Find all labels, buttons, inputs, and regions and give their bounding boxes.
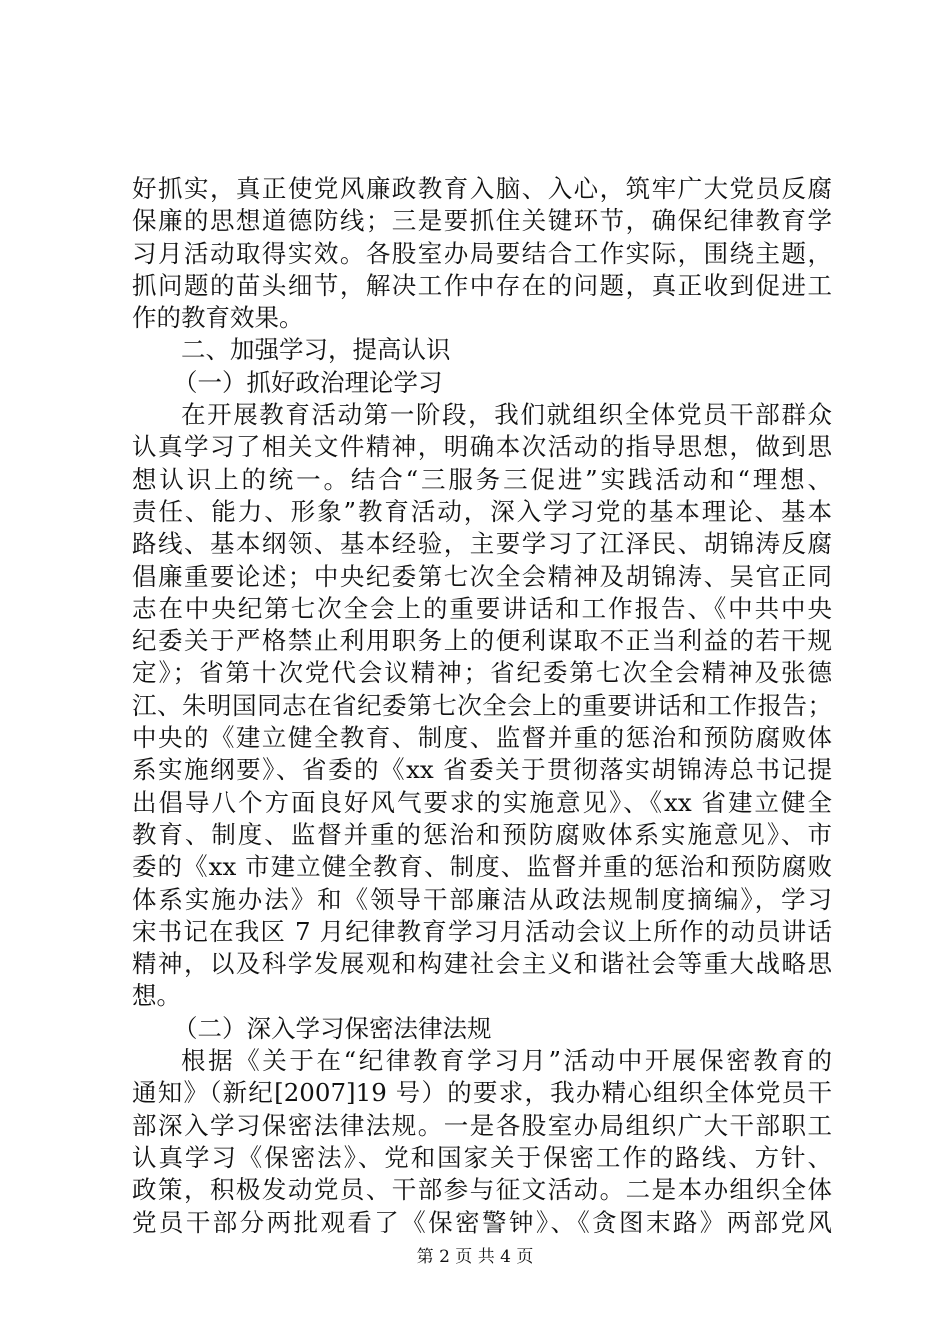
- text-line-11: 责任、能力、形象”教育活动，深入学习党的基本理论、基本: [132, 496, 832, 526]
- text-line-20: 出倡导八个方面良好风气要求的实施意见》、《xx 省建立健全: [132, 787, 832, 817]
- text-line-2: 保廉的思想道德防线；三是要抓住关键环节，确保纪律教育学: [132, 206, 832, 236]
- text-line-17: 江、朱明国同志在省纪委第七次全会上的重要讲话和工作报告；: [132, 690, 832, 720]
- text-line-8: 在开展教育活动第一阶段，我们就组织全体党员干部群众: [181, 400, 832, 430]
- subsection-heading-1: （一）抓好政治理论学习: [173, 367, 443, 397]
- page-number-label: 第 2 页 共 4 页: [416, 1247, 534, 1267]
- text-line-14: 志在中央纪第七次全会上的重要讲话和工作报告、《中共中央: [132, 593, 832, 623]
- text-line-1: 好抓实，真正使党风廉政教育入脑、入心，筑牢广大党员反腐: [132, 174, 832, 203]
- text-line-26: 想。: [132, 981, 181, 1011]
- subsection-heading-2: （二）深入学习保密法律法规: [173, 1013, 492, 1043]
- text-line-32: 政策，积极发动党员、干部参与征文活动。二是本办组织全体: [132, 1175, 832, 1205]
- text-line-5: 作的教育效果。: [132, 303, 304, 333]
- text-line-10: 想认识上的统一。结合“三服务三促进”实践活动和“理想、: [132, 464, 832, 494]
- text-line-13: 倡廉重要论述；中央纪委第七次全会精神及胡锦涛、吴官正同: [132, 561, 832, 591]
- text-line-9: 认真学习了相关文件精神，明确本次活动的指导思想，做到思: [132, 432, 832, 462]
- text-line-19: 系实施纲要》、省委的《xx 省委关于贯彻落实胡锦涛总书记提: [132, 755, 832, 785]
- text-line-31: 认真学习《保密法》、党和国家关于保密工作的路线、方针、: [132, 1142, 832, 1172]
- text-line-29: 通知》（新纪[2007]19 号）的要求，我办精心组织全体党员干: [132, 1078, 832, 1108]
- text-line-25: 精神，以及科学发展观和构建社会主义和谐社会等重大战略思: [132, 949, 832, 979]
- page-footer: [0, 1246, 950, 1268]
- text-line-21: 教育、制度、监督并重的惩治和预防腐败体系实施意见》、市: [132, 819, 832, 849]
- text-line-24: 宋书记在我区 7 月纪律教育学习月活动会议上所作的动员讲话: [132, 916, 832, 946]
- text-line-12: 路线、基本纲领、基本经验，主要学习了江泽民、胡锦涛反腐: [132, 529, 832, 559]
- text-line-15: 纪委关于严格禁止利用职务上的便利谋取不正当利益的若干规: [132, 626, 832, 656]
- text-line-16: 定》；省第十次党代会议精神；省纪委第七次全会精神及张德: [132, 658, 832, 688]
- text-line-30: 部深入学习保密法律法规。一是各股室办局组织广大干部职工: [132, 1110, 832, 1140]
- text-line-22: 委的《xx 市建立健全教育、制度、监督并重的惩治和预防腐败: [132, 852, 832, 882]
- text-line-23: 体系实施办法》和《领导干部廉洁从政法规制度摘编》，学习: [132, 884, 832, 914]
- text-line-3: 习月活动取得实效。各股室办局要结合工作实际，围绕主题，: [132, 238, 832, 268]
- text-line-18: 中央的《建立健全教育、制度、监督并重的惩治和预防腐败体: [132, 723, 832, 753]
- document-body: [132, 173, 832, 1239]
- text-line-4: 抓问题的苗头细节，解决工作中存在的问题，真正收到促进工: [132, 270, 832, 300]
- section-heading-2: 二、加强学习，提高认识: [181, 335, 451, 365]
- text-line-33: 党员干部分两批观看了《保密警钟》、《贪图末路》两部党风: [132, 1207, 832, 1237]
- text-line-28: 根据《关于在“纪律教育学习月”活动中开展保密教育的: [181, 1046, 832, 1076]
